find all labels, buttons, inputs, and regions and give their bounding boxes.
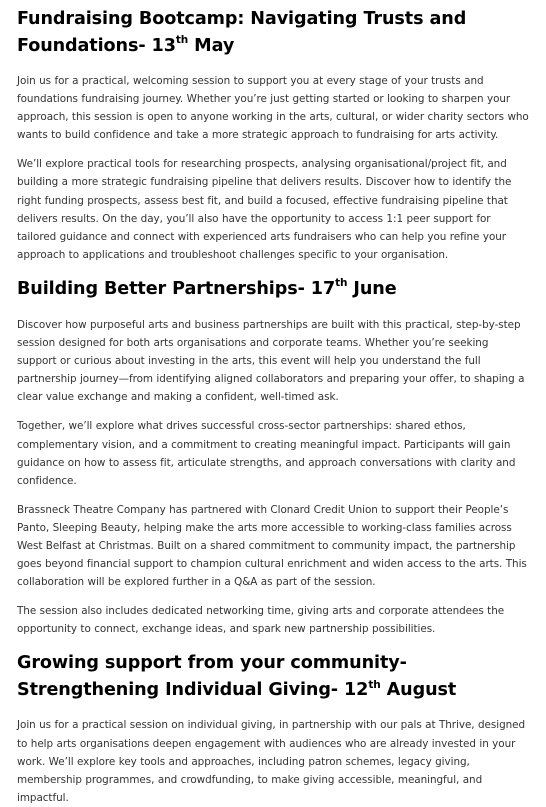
paragraph: We’ll explore practical tools for researching prospects, analysing organisational/project fit, and building a more strategic fundraising pipeline that delivers results. Discover how to identify the right funding prospects, assess best fit, and build a focused, effective fundraising pipeline that delivers results. On the day, you’ll also have the opportunity to access 1:1 peer support for tailored guidance and connect with experienced arts fundraisers who can help you refine your approach to applications and troubleshoot challenges specific to your organisation. xyxy=(17,158,512,261)
title-ordinal-suffix: th xyxy=(335,277,348,290)
paragraph: Join us for a practical, welcoming session to support you at every stage of your trusts and foundations fundraising journey. Whether you’re just getting started or looking to sharpen your approach, this session is open to anyone working in the arts, cultural, or wider charity sectors who wants to build confidence and take a more strategic approach to fundraising for arts activity. xyxy=(17,75,529,142)
title-month: August xyxy=(380,680,457,701)
paragraph: Join us for a practical session on individual giving, in partnership with our pals at Thrive, designed to help arts organisations deepen engagement with audiences who are already invested in your work. We’ll explore key tools and approaches, including patron schemes, legacy giving, membership programmes, and crowdfunding, to make giving accessible, meaningful, and impactful. xyxy=(17,719,526,804)
paragraph: Brassneck Theatre Company has partnered with Clonard Credit Union to support their People’s Panto, Sleeping Beauty, helping make the arts more accessible to working-class families across West Belfast at Christmas. Built on a shared commitment to community impact, the partnership goes beyond financial support to champion cultural enrichment and widen access to the arts. This collaboration will be explored further in a Q&A as part of the session. xyxy=(17,503,527,589)
title-text: Fundraising Bootcamp: Navigating Trusts and Foundations- 13 xyxy=(17,9,467,56)
title-month: June xyxy=(347,278,397,299)
section-title-fundraising-bootcamp xyxy=(17,6,530,60)
section-title-individual-giving xyxy=(17,650,530,704)
title-month: May xyxy=(188,36,235,56)
title-ordinal-suffix: th xyxy=(175,34,189,47)
paragraph: Discover how purposeful arts and business partnerships are built with this practical, step-by-step session designed for both arts organisations and corporate teams. Whether you’re seeking support or curious about investing in the arts, this event will help you understand the full partnership journey—from identifying aligned collaborators and preparing your offer, to shaping a clear value exchange and making a confident, well-timed ask. xyxy=(17,318,525,404)
title-text: Growing support from your community- Strengthening Individual Giving- 12 xyxy=(17,653,407,701)
paragraph: The session also includes dedicated networking time, giving arts and corporate attendees the opportunity to connect, exchange ideas, and spark new partnership possibilities. xyxy=(17,605,505,636)
title-ordinal-suffix: th xyxy=(368,678,381,691)
title-text: Building Better Partnerships- 17 xyxy=(17,278,336,299)
section-title-building-partnerships xyxy=(17,276,530,303)
paragraph: Together, we’ll explore what drives successful cross-sector partnerships: shared ethos, complementary vision, and a commitment to creating meaningful impact. Participants will gain guidance on how to assess fit, articulate strengths, and approach conversations with clarity and confidence. xyxy=(17,420,516,487)
